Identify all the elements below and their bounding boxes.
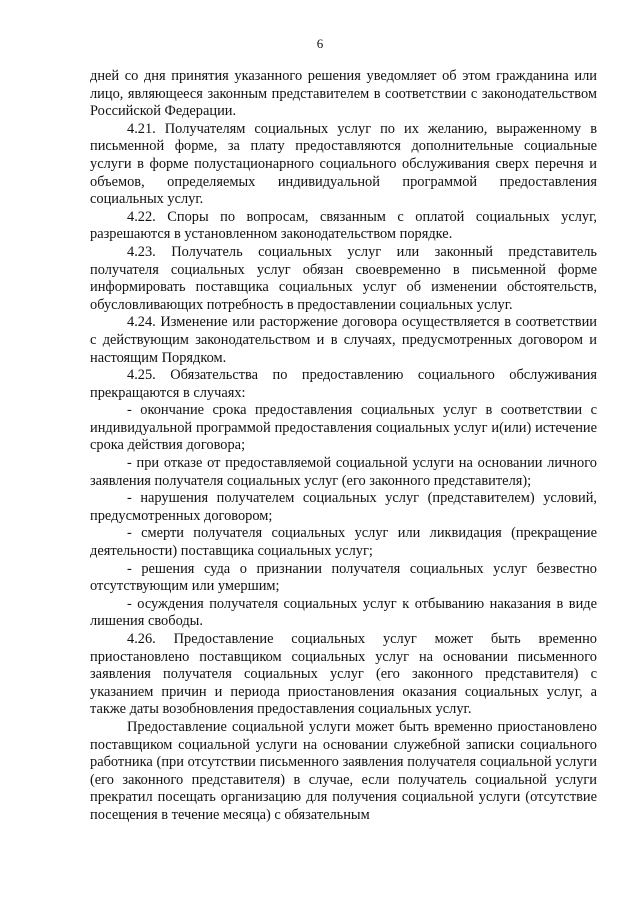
page-number: 6 <box>316 36 324 51</box>
paragraph-4-22: 4.22. Споры по вопросам, связанным с оплатой социальных услуг, разрешаются в установленном законодательством порядке. <box>90 208 597 243</box>
list-item-death-liquidation: - смерти получателя социальных услуг или ликвидация (прекращение деятельности) поставщика социальных услуг; <box>90 525 597 560</box>
list-item-imprisonment: - осуждения получателя социальных услуг к отбыванию наказания в виде лишения свободы. <box>90 595 597 630</box>
list-item-court-decision: - решения суда о признании получателя социальных услуг безвестно отсутствующим или умершим; <box>90 560 597 595</box>
paragraph-4-25: 4.25. Обязательства по предоставлению социального обслуживания прекращаются в случаях: <box>90 367 597 401</box>
paragraph-4-24: 4.24. Изменение или расторжение договора осуществляется в соответствии с действующим законодательством и в случаях, предусмотренных договором и настоящим Порядком. <box>90 314 597 366</box>
paragraph-continuation: дней со дня принятия указанного решения уведомляет об этом гражданина или лицо, являющееся законным представителем в соответствии с законодательством Российской Федерации. <box>90 68 597 120</box>
list-item-refusal: - при отказе от предоставляемой социальной услуги на основании личного заявления получателя социальных услуг (его законного представителя); <box>90 455 597 489</box>
paragraph-suspension: Предоставление социальной услуги может быть временно приостановлено поставщиком социальной услуги на основании служебной записки социального работника (при отсутствии письменного заявления получателя социальной услуги (его законного представителя) в случае, если получатель социальной услуги прекратил посещать организацию для получения социальной услуги (отсутствие посещения в течение месяца) с обязательным <box>90 718 597 823</box>
list-item-violation: - нарушения получателем социальных услуг (представителем) условий, предусмотренных договором; <box>90 490 597 524</box>
paragraph-4-23: 4.23. Получатель социальных услуг или законный представитель получателя социальных услуг обязан своевременно в письменной форме информировать поставщика социальных услуг об изменении обстоятельств, обусловливающих потребность в предоставлении социальных услуг. <box>90 243 597 313</box>
document-body <box>90 68 597 825</box>
paragraph-4-26: 4.26. Предоставление социальных услуг может быть временно приостановлено поставщиком социальных услуг на основании письменного заявления получателя социальных услуг (его законного представителя) с указанием причин и периода приостановления оказания социальных услуг, а также даты возобновления предоставления социальных услуг. <box>90 631 597 718</box>
list-item-term-expiry: - окончание срока предоставления социальных услуг в соответствии с индивидуальной программой предоставления социальных услуг и(или) истечение срока действия договора; <box>90 402 597 454</box>
paragraph-4-21: 4.21. Получателям социальных услуг по их желанию, выраженному в письменной форме, за плату предоставляются дополнительные социальные услуги в форме полустационарного социального обслуживания сверх перечня и объемов, определяемых индивидуальной программой предоставления социальных услуг. <box>90 120 597 208</box>
